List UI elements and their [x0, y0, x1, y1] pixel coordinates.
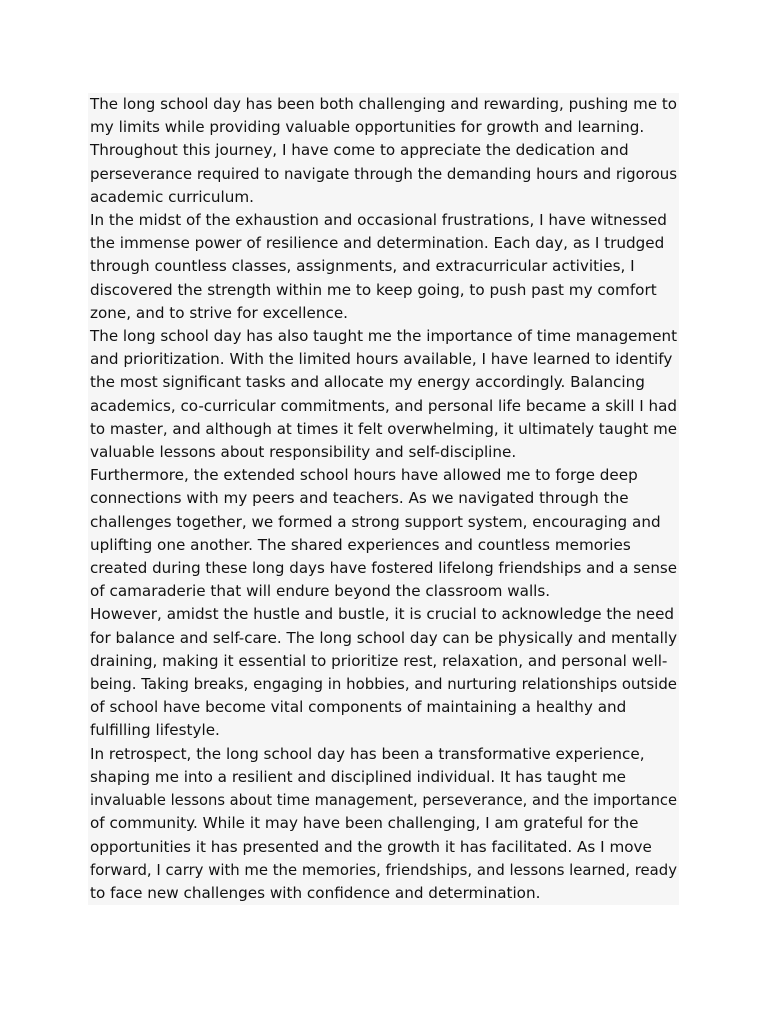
text-line: being. Taking breaks, engaging in hobbies, and nurturing relationships outside: [90, 675, 677, 694]
text-line: fulfilling lifestyle.: [90, 721, 220, 740]
essay-text-block: [88, 93, 679, 905]
paragraph-3: [90, 325, 679, 464]
text-line: invaluable lessons about time management, perseverance, and the importance: [90, 791, 677, 810]
text-line: the most significant tasks and allocate my energy accordingly. Balancing: [90, 373, 645, 392]
text-line: opportunities it has presented and the growth it has facilitated. As I move: [90, 837, 652, 856]
text-line: of school have become vital components of maintaining a healthy and: [90, 698, 627, 717]
text-line: Furthermore, the extended school hours have allowed me to forge deep: [90, 466, 638, 485]
text-line: for balance and self-care. The long school day can be physically and mentally: [90, 628, 677, 647]
text-line: zone, and to strive for excellence.: [90, 303, 348, 322]
paragraph-5: [90, 603, 679, 742]
text-line: of community. While it may have been challenging, I am grateful for the: [90, 814, 639, 833]
text-line: shaping me into a resilient and disciplined individual. It has taught me: [90, 767, 627, 786]
text-line: draining, making it essential to prioritize rest, relaxation, and personal well-: [90, 651, 668, 670]
text-line: and prioritization. With the limited hours available, I have learned to identify: [90, 350, 673, 369]
text-line: discovered the strength within me to keep going, to push past my comfort: [90, 280, 657, 299]
text-line: uplifting one another. The shared experiences and countless memories: [90, 535, 631, 554]
text-line: perseverance required to navigate through the demanding hours and rigorous: [90, 164, 677, 183]
text-line: through countless classes, assignments, and extracurricular activities, I: [90, 257, 635, 276]
text-line: the immense power of resilience and determination. Each day, as I trudged: [90, 234, 665, 253]
text-line: challenges together, we formed a strong support system, encouraging and: [90, 512, 661, 531]
text-line: In the midst of the exhaustion and occasional frustrations, I have witnessed: [90, 211, 667, 230]
text-line: However, amidst the hustle and bustle, it is crucial to acknowledge the need: [90, 605, 675, 624]
text-line: created during these long days have fostered lifelong friendships and a sense: [90, 559, 677, 578]
paragraph-2: [90, 209, 679, 325]
text-line: of camaraderie that will endure beyond the classroom walls.: [90, 582, 551, 601]
text-line: my limits while providing valuable opportunities for growth and learning.: [90, 118, 645, 137]
paragraph-1: [90, 93, 679, 209]
text-line: academic curriculum.: [90, 187, 254, 206]
text-line: valuable lessons about responsibility and self-discipline.: [90, 443, 517, 462]
text-line: connections with my peers and teachers. As we navigated through the: [90, 489, 629, 508]
text-line: academics, co-curricular commitments, and personal life became a skill I had: [90, 396, 677, 415]
text-line: Throughout this journey, I have come to appreciate the dedication and: [90, 141, 629, 160]
paragraph-4: [90, 464, 679, 603]
text-line: to face new challenges with confidence and determination.: [90, 883, 541, 902]
text-line: The long school day has been both challenging and rewarding, pushing me to: [90, 95, 677, 113]
text-line: forward, I carry with me the memories, friendships, and lessons learned, ready: [90, 860, 677, 879]
text-line: In retrospect, the long school day has been a transformative experience,: [90, 744, 645, 763]
text-line: to master, and although at times it felt overwhelming, it ultimately taught me: [90, 419, 677, 438]
text-line: The long school day has also taught me the importance of time management: [90, 327, 677, 346]
paragraph-6: [90, 743, 679, 905]
